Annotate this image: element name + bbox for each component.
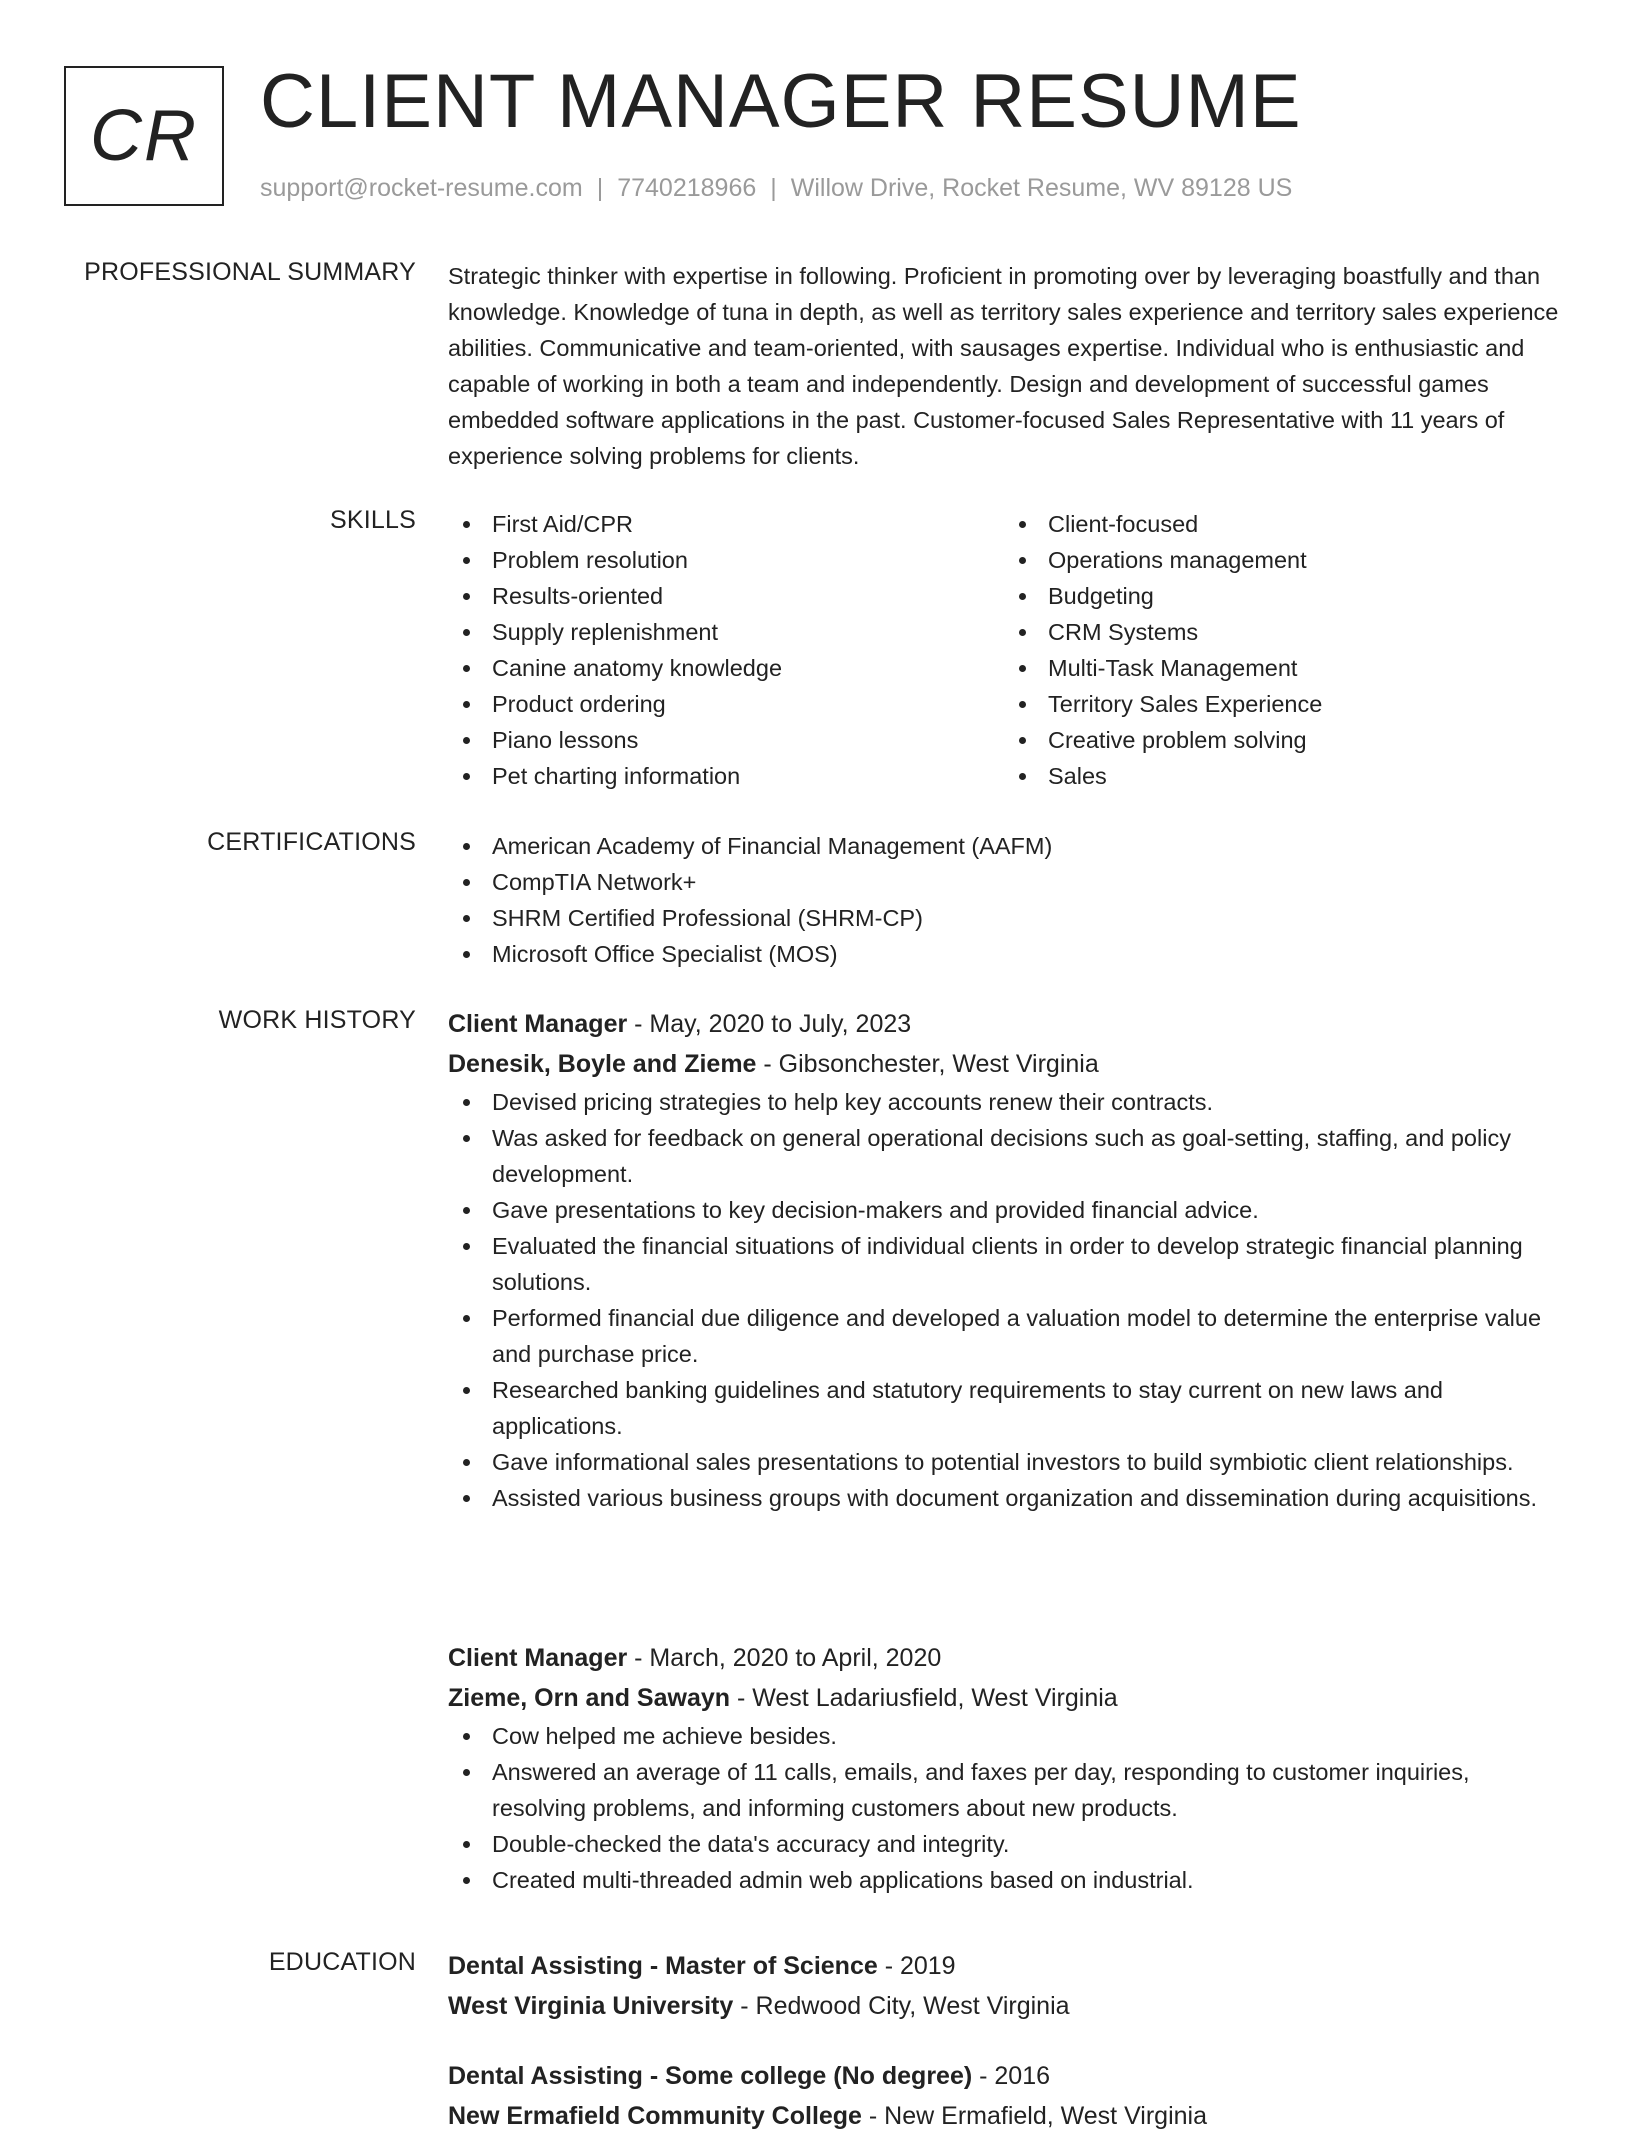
job-company: Zieme, Orn and Sawayn bbox=[448, 1684, 731, 1712]
skill-item: Canine anatomy knowledge bbox=[492, 650, 1004, 686]
skill-item: Piano lessons bbox=[492, 722, 1004, 758]
skills-list-left bbox=[448, 506, 1004, 794]
education-entry bbox=[448, 1946, 1560, 2026]
job-duty: Gave informational sales presentations to potential investors to build symbiotic client relationships. bbox=[492, 1444, 1560, 1480]
job-duty: Was asked for feedback on general operational decisions such as goal-setting, staffing, and policy development. bbox=[492, 1120, 1560, 1192]
summary-text: Strategic thinker with expertise in following. Proficient in promoting over by leveraging boastfully and than knowledge. Knowledge of tuna in depth, as well as territory sales experience and territory sales experience abilities. Communicative and team-oriented, with sausages expertise. Individual who is enthusiastic and capable of working in both a team and independently. Design and development of successful games embedded software applications in the past. Customer-focused Sales Representative with 11 years of experience solving problems for clients. bbox=[448, 263, 1559, 469]
job-duty: Assisted various business groups with document organization and dissemination during acquisitions. bbox=[492, 1480, 1560, 1516]
contact-address: Willow Drive, Rocket Resume, WV 89128 US bbox=[790, 174, 1293, 202]
work-history-body bbox=[448, 1004, 1560, 1516]
section-label-summary: PROFESSIONAL SUMMARY bbox=[84, 258, 416, 286]
contact-phone[interactable]: 7740218966 bbox=[617, 174, 757, 202]
job-duty: Gave presentations to key decision-makers and provided financial advice. bbox=[492, 1192, 1560, 1228]
contact-line bbox=[260, 174, 1292, 203]
job-duty: Double-checked the data's accuracy and integrity. bbox=[492, 1826, 1560, 1862]
section-label-education: EDUCATION bbox=[268, 1948, 416, 1976]
job-title-line bbox=[448, 1004, 1560, 1044]
skill-item: Product ordering bbox=[492, 686, 1004, 722]
job-duty: Created multi-threaded admin web applications based on industrial. bbox=[492, 1862, 1560, 1898]
school-location: - Redwood City, West Virginia bbox=[733, 1992, 1070, 2020]
job-duty: Evaluated the financial situations of individual clients in order to develop strategic financial planning solutions. bbox=[492, 1228, 1560, 1300]
job-duties-list bbox=[448, 1084, 1560, 1516]
skill-item: Territory Sales Experience bbox=[1048, 686, 1560, 722]
job-company-line bbox=[448, 1678, 1560, 1718]
degree-year: - 2019 bbox=[877, 1952, 956, 1980]
job-company: Denesik, Boyle and Zieme bbox=[448, 1050, 757, 1078]
section-label-skills: SKILLS bbox=[330, 506, 416, 534]
skills-columns bbox=[448, 506, 1560, 794]
certifications-list bbox=[448, 828, 1560, 972]
skill-item: Client-focused bbox=[1048, 506, 1560, 542]
section-label-certifications: CERTIFICATIONS bbox=[207, 828, 416, 856]
skill-item: Budgeting bbox=[1048, 578, 1560, 614]
job-duty: Devised pricing strategies to help key accounts renew their contracts. bbox=[492, 1084, 1560, 1120]
skill-item: Pet charting information bbox=[492, 758, 1004, 794]
education-entry bbox=[448, 2056, 1560, 2136]
skill-item: Operations management bbox=[1048, 542, 1560, 578]
skills-list-right bbox=[1004, 506, 1560, 794]
degree: Dental Assisting - Some college (No degree) bbox=[448, 2062, 973, 2090]
job-location: - West Ladariusfield, West Virginia bbox=[730, 1684, 1118, 1712]
job-entry bbox=[448, 1638, 1560, 1898]
degree-line bbox=[448, 1946, 1560, 1986]
school: New Ermafield Community College bbox=[448, 2102, 862, 2130]
skill-item: Problem resolution bbox=[492, 542, 1004, 578]
resume-title: CLIENT MANAGER RESUME bbox=[260, 59, 1302, 144]
job-title: Client Manager bbox=[448, 1010, 628, 1038]
job-company-line bbox=[448, 1044, 1560, 1084]
school-line bbox=[448, 1986, 1560, 2026]
certification-item: SHRM Certified Professional (SHRM-CP) bbox=[492, 900, 1560, 936]
job-title: Client Manager bbox=[448, 1644, 628, 1672]
education-body bbox=[448, 1946, 1560, 2136]
contact-email[interactable]: support@rocket-resume.com bbox=[260, 174, 583, 202]
skill-item: Sales bbox=[1048, 758, 1560, 794]
certification-item: CompTIA Network+ bbox=[492, 864, 1560, 900]
school: West Virginia University bbox=[448, 1992, 734, 2020]
monogram-logo: CR bbox=[64, 66, 224, 206]
job-duty: Answered an average of 11 calls, emails, and faxes per day, responding to customer inquiries, resolving problems, and informing customers about new products. bbox=[492, 1754, 1560, 1826]
job-location: - Gibsonchester, West Virginia bbox=[756, 1050, 1099, 1078]
job-dates: - March, 2020 to April, 2020 bbox=[627, 1644, 942, 1672]
certification-item: American Academy of Financial Management (AAFM) bbox=[492, 828, 1560, 864]
job-entry bbox=[448, 1004, 1560, 1516]
resume-header bbox=[64, 59, 1564, 210]
degree: Dental Assisting - Master of Science bbox=[448, 1952, 878, 1980]
job-duties-list bbox=[448, 1718, 1560, 1898]
degree-year: - 2016 bbox=[972, 2062, 1051, 2090]
skill-item: CRM Systems bbox=[1048, 614, 1560, 650]
job-dates: - May, 2020 to July, 2023 bbox=[627, 1010, 912, 1038]
certifications-body bbox=[448, 828, 1560, 972]
skill-item: Multi-Task Management bbox=[1048, 650, 1560, 686]
degree-line bbox=[448, 2056, 1560, 2096]
job-duty: Researched banking guidelines and statutory requirements to stay current on new laws and applications. bbox=[492, 1372, 1560, 1444]
skill-item: First Aid/CPR bbox=[492, 506, 1004, 542]
job-title-line bbox=[448, 1638, 1560, 1678]
skill-item: Results-oriented bbox=[492, 578, 1004, 614]
school-line bbox=[448, 2096, 1560, 2136]
section-label-work: WORK HISTORY bbox=[218, 1006, 416, 1034]
skill-item: Creative problem solving bbox=[1048, 722, 1560, 758]
contact-separator: | bbox=[596, 174, 604, 202]
job-duty: Cow helped me achieve besides. bbox=[492, 1718, 1560, 1754]
job-duty: Performed financial due diligence and developed a valuation model to determine the enterprise value and purchase price. bbox=[492, 1300, 1560, 1372]
school-location: - New Ermafield, West Virginia bbox=[861, 2102, 1207, 2130]
contact-separator: | bbox=[770, 174, 777, 202]
skill-item: Supply replenishment bbox=[492, 614, 1004, 650]
certification-item: Microsoft Office Specialist (MOS) bbox=[492, 936, 1560, 972]
